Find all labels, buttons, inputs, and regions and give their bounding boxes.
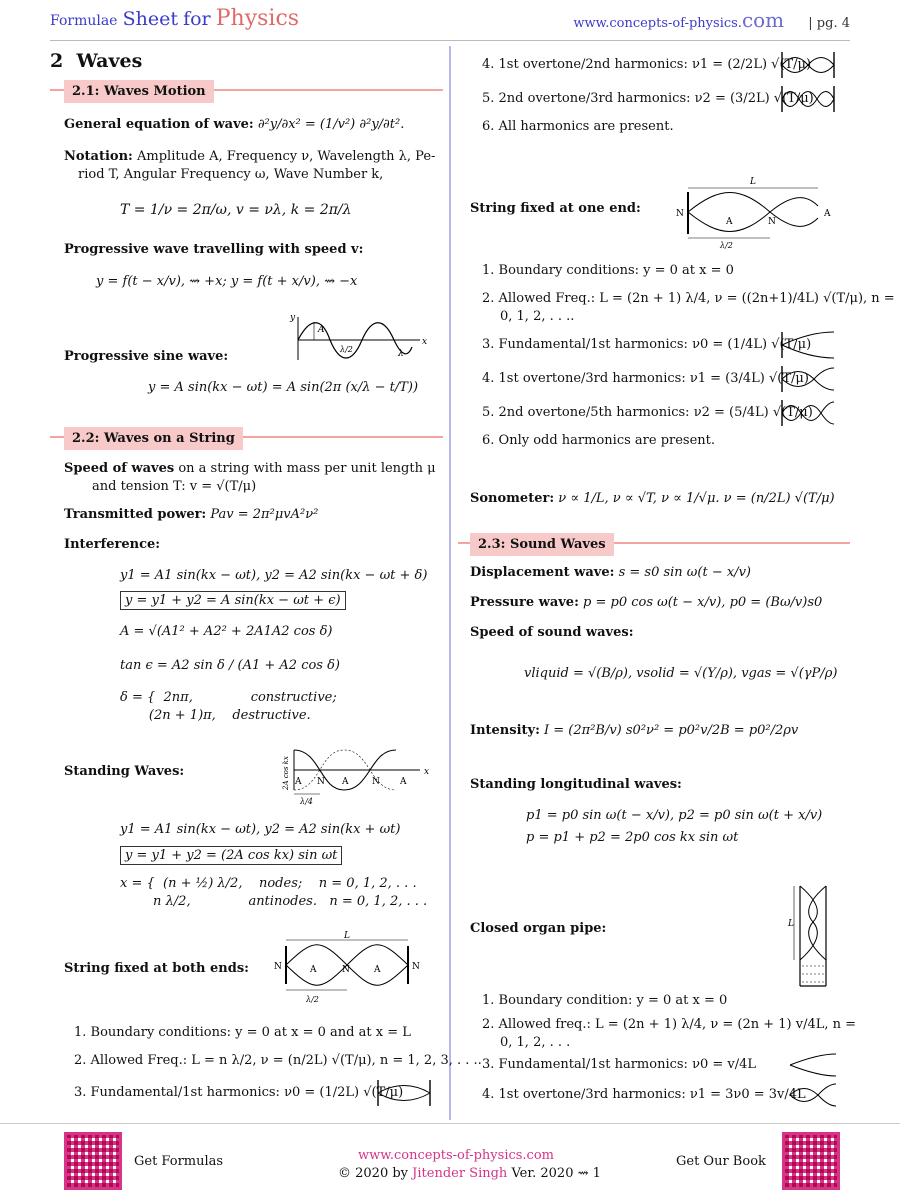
standing-eq-3b: n λ/2, antinodes. n = 0, 1, 2, . . .: [120, 894, 428, 909]
string-fixed-one-figure: [670, 174, 840, 250]
one-label-2: N: [768, 217, 776, 227]
sine-x-label: x: [422, 337, 428, 347]
intensity-label: Intensity:: [470, 723, 540, 738]
both-list-item-5: 5. 2nd overtone/3rd harmonics: ν2 = (3/2L) √(T/μ): [482, 91, 814, 106]
speed-of-waves-line-1: [64, 460, 436, 478]
header-url[interactable]: www.concepts-of-physics.: [573, 16, 742, 31]
one-label-1: A: [726, 217, 733, 227]
pipe-list-item-3: 3. Fundamental/1st harmonics: ν0 = v/4L: [482, 1057, 757, 1072]
sine-wavelength-label: λ: [398, 349, 404, 359]
one-list-item-2: 2. Allowed Freq.: L = (2n + 1) λ/4, ν = ((2n+1)/4L) √(T/μ), n =: [482, 291, 895, 306]
pipe-L-label: L: [788, 919, 794, 929]
standing-label-2: A: [342, 777, 349, 787]
both-L-label: L: [344, 931, 350, 941]
pipe-list-item-2-cont: 0, 1, 2, . . .: [500, 1035, 571, 1050]
one-half-label: λ/2: [720, 241, 733, 250]
pipe-list-item-2: 2. Allowed freq.: L = (2n + 1) λ/4, ν = (2n + 1) v/4L, n =: [482, 1017, 857, 1032]
speed-of-waves-label: Speed of waves: [64, 461, 175, 476]
string-fixed-one-label: String fixed at one end:: [470, 201, 641, 216]
sonometer-label: Sonometer:: [470, 491, 555, 506]
both-list-item-4: 4. 1st overtone/2nd harmonics: ν1 = (2/2L) √(T/μ): [482, 57, 812, 72]
string-fixed-both-figure: [274, 932, 424, 1004]
section-heading: [50, 50, 142, 72]
interference-eq-5a: δ = { 2nπ, constructive;: [120, 690, 337, 705]
intensity-equation: I = (2π²B/v) s0²ν² = p0²v/2B = p0²/2ρv: [544, 723, 799, 738]
both-list-item-2: 2. Allowed Freq.: L = n λ/2, ν = (n/2L) √(T/μ), n = 1, 2, 3, . . ..: [74, 1053, 482, 1068]
footer-get-formulas[interactable]: Get Formulas: [134, 1154, 224, 1169]
interference-eq-5b: (2n + 1)π, destructive.: [120, 708, 311, 723]
one-L-label: L: [750, 177, 756, 187]
pipe-list-item-4: 4. 1st overtone/3rd harmonics: ν1 = 3ν0 = 3v/4L: [482, 1087, 806, 1102]
one-label-0: N: [676, 209, 684, 219]
standing-label-4: A: [400, 777, 407, 787]
both-label-1: A: [310, 965, 317, 975]
pressure-wave: [470, 594, 822, 612]
footer-copyright: [338, 1166, 601, 1181]
displacement-wave-label: Displacement wave:: [470, 565, 615, 580]
both-label-4: N: [412, 962, 420, 972]
standing-eq-3a: x = { (n + ½) λ/2, nodes; n = 0, 1, 2, . . .: [120, 876, 417, 891]
subsection-waves-motion: 2.1: Waves Motion: [64, 80, 214, 103]
standing-longitudinal-label: Standing longitudinal waves:: [470, 777, 682, 792]
string-fixed-both-label: String fixed at both ends:: [64, 961, 249, 976]
one-fifth-harmonic-mode-icon: [780, 398, 836, 428]
closed-organ-pipe-label: Closed organ pipe:: [470, 921, 607, 936]
standing-waves-label: Standing Waves:: [64, 764, 185, 779]
section-number: 2: [50, 50, 64, 72]
third-harmonic-mode-icon: [780, 84, 836, 114]
sonometer-equation: ν ∝ 1/L, ν ∝ √T, ν ∝ 1/√μ. ν = (n/2L) √(T/μ): [558, 491, 835, 506]
interference-eq-3: A = √(A1² + A2² + 2A1A2 cos δ): [120, 624, 333, 639]
notation-text-1: Amplitude A, Frequency ν, Wavelength λ, Pe-: [137, 149, 436, 164]
sine-wave-equation: y = A sin(kx − ωt) = A sin(2π (x/λ − t/T)): [148, 380, 419, 395]
left-column: [50, 42, 482, 1122]
header-title-sheet: Sheet: [122, 8, 178, 30]
pipe-third-harmonic-mode-icon: [788, 1082, 838, 1108]
standing-eq-2-wrapper: [120, 848, 342, 863]
subsection-waves-on-string: 2.2: Waves on a String: [64, 427, 243, 450]
interference-eq-4: tan ϵ = A2 sin δ / (A1 + A2 cos δ): [120, 658, 341, 673]
standing-eq-2: y = y1 + y2 = (2A cos kx) sin ωt: [120, 846, 342, 865]
both-label-3: A: [374, 965, 381, 975]
one-list-item-2-cont: 0, 1, 2, . . ..: [500, 309, 575, 324]
both-label-0: N: [274, 962, 282, 972]
speed-of-waves-text-2: and tension T: v = √(T/μ): [92, 479, 257, 494]
standing-x-label: x: [424, 767, 430, 777]
one-list-item-6: 6. Only odd harmonics are present.: [482, 433, 716, 448]
one-label-3: A: [824, 209, 831, 219]
header-title-for: for: [183, 8, 211, 30]
standing-eq-1: y1 = A1 sin(kx − ωt), y2 = A2 sin(kx + ωt): [120, 822, 401, 837]
footer-copy-text: © 2020 by: [338, 1166, 409, 1181]
transmitted-power-equation: Pav = 2π²μvA²ν²: [210, 507, 319, 522]
header-title-physics: Physics: [215, 6, 300, 31]
standing-quarter-label: λ/4: [300, 797, 313, 806]
standing-longitudinal-eq-1: p1 = p0 sin ω(t − x/v), p2 = p0 sin ω(t + x/v): [526, 808, 823, 823]
standing-longitudinal-eq-2: p = p1 + p2 = 2p0 cos kx sin ωt: [526, 830, 739, 845]
sonometer: [470, 490, 835, 508]
section-title: Waves: [76, 50, 143, 72]
standing-y-axis-label: 2A cos kx: [282, 756, 290, 790]
displacement-wave: [470, 564, 751, 582]
both-list-item-1: 1. Boundary conditions: y = 0 at x = 0 and at x = L: [74, 1025, 411, 1040]
progressive-wave-equation: y = f(t − x/v), ⇝ +x; y = f(t + x/v), ⇝ −x: [96, 274, 358, 289]
header-title: [50, 6, 299, 31]
one-list-item-4: 4. 1st overtone/3rd harmonics: ν1 = (3/4L) √(T/μ): [482, 371, 809, 386]
one-fundamental-mode-icon: [780, 330, 836, 360]
progressive-wave-label: Progressive wave travelling with speed v:: [64, 242, 364, 257]
subsection-sound-waves: 2.3: Sound Waves: [470, 533, 614, 556]
general-equation: [64, 116, 404, 134]
both-list-item-3: 3. Fundamental/1st harmonics: ν0 = (1/2L) √(T/μ): [74, 1085, 404, 1100]
general-equation-label: General equation of wave:: [64, 117, 254, 132]
notation-line-1: [64, 148, 435, 166]
one-list-item-1: 1. Boundary conditions: y = 0 at x = 0: [482, 263, 734, 278]
interference-eq-1: y1 = A1 sin(kx − ωt), y2 = A2 sin(kx − ωt + δ): [120, 568, 428, 583]
displacement-wave-equation: s = s0 sin ω(t − x/v): [618, 565, 751, 580]
sine-y-label: y: [290, 313, 296, 323]
footer-author[interactable]: Jitender Singh: [412, 1166, 508, 1181]
pipe-list-item-1: 1. Boundary condition: y = 0 at x = 0: [482, 993, 728, 1008]
notation-label: Notation:: [64, 149, 133, 164]
transmitted-power: [64, 506, 318, 524]
header-title-formulae: Formulae: [50, 13, 118, 29]
page-footer: [0, 1123, 900, 1200]
both-list-item-6: 6. All harmonics are present.: [482, 119, 674, 134]
standing-label-0: A: [295, 777, 302, 787]
footer-version: Ver. 2020 ⇝ 1: [511, 1166, 601, 1181]
sine-wave-figure: [290, 312, 430, 372]
intensity: [470, 722, 798, 740]
page-number: | pg. 4: [808, 16, 850, 31]
both-label-2: N: [342, 965, 350, 975]
book-qr-code[interactable]: [782, 1132, 840, 1190]
header-link[interactable]: [573, 8, 850, 32]
one-third-harmonic-mode-icon: [780, 364, 836, 394]
sine-amplitude-label: A: [318, 325, 325, 335]
header-url-com[interactable]: com: [741, 8, 785, 32]
interference-eq-2-wrapper: [120, 593, 346, 608]
notation-equation: T = 1/ν = 2π/ω, v = νλ, k = 2π/λ: [120, 202, 352, 218]
speed-of-sound-label: Speed of sound waves:: [470, 625, 634, 640]
one-list-item-3: 3. Fundamental/1st harmonics: ν0 = (1/4L) √(T/μ): [482, 337, 812, 352]
both-half-label: λ/2: [306, 995, 319, 1004]
transmitted-power-label: Transmitted power:: [64, 507, 207, 522]
sine-wave-label: Progressive sine wave:: [64, 349, 229, 364]
pressure-wave-equation: p = p0 cos ω(t − x/v), p0 = (Bω/v)s0: [583, 595, 823, 610]
column-divider: [449, 46, 451, 1120]
fundamental-mode-icon: [376, 1078, 432, 1108]
footer-url[interactable]: www.concepts-of-physics.com: [358, 1148, 554, 1163]
pressure-wave-label: Pressure wave:: [470, 595, 579, 610]
one-list-item-5: 5. 2nd overtone/5th harmonics: ν2 = (5/4L) √(T/μ): [482, 405, 813, 420]
sine-half-wavelength-label: λ/2: [340, 345, 353, 354]
right-column: [458, 42, 895, 1122]
formulas-qr-code[interactable]: [64, 1132, 122, 1190]
pipe-fundamental-mode-icon: [788, 1052, 838, 1078]
general-equation-formula: ∂²y/∂x² = (1/v²) ∂²y/∂t².: [257, 117, 405, 132]
interference-label: Interference:: [64, 537, 161, 552]
speed-of-sound-equation: vliquid = √(B/ρ), vsolid = √(Y/ρ), vgas = √(γP/ρ): [524, 666, 838, 681]
standing-label-3: N: [372, 777, 380, 787]
closed-organ-pipe-figure: [788, 882, 838, 992]
notation-text-2: riod T, Angular Frequency ω, Wave Number k,: [78, 167, 384, 182]
standing-wave-figure: [280, 744, 440, 810]
second-harmonic-mode-icon: [780, 50, 836, 80]
speed-of-waves-text-1: on a string with mass per unit length μ: [178, 461, 436, 476]
interference-eq-2: y = y1 + y2 = A sin(kx − ωt + ϵ): [120, 591, 346, 610]
page-header: [50, 0, 850, 41]
standing-label-1: N: [317, 777, 325, 787]
footer-get-our-book[interactable]: Get Our Book: [676, 1154, 766, 1169]
